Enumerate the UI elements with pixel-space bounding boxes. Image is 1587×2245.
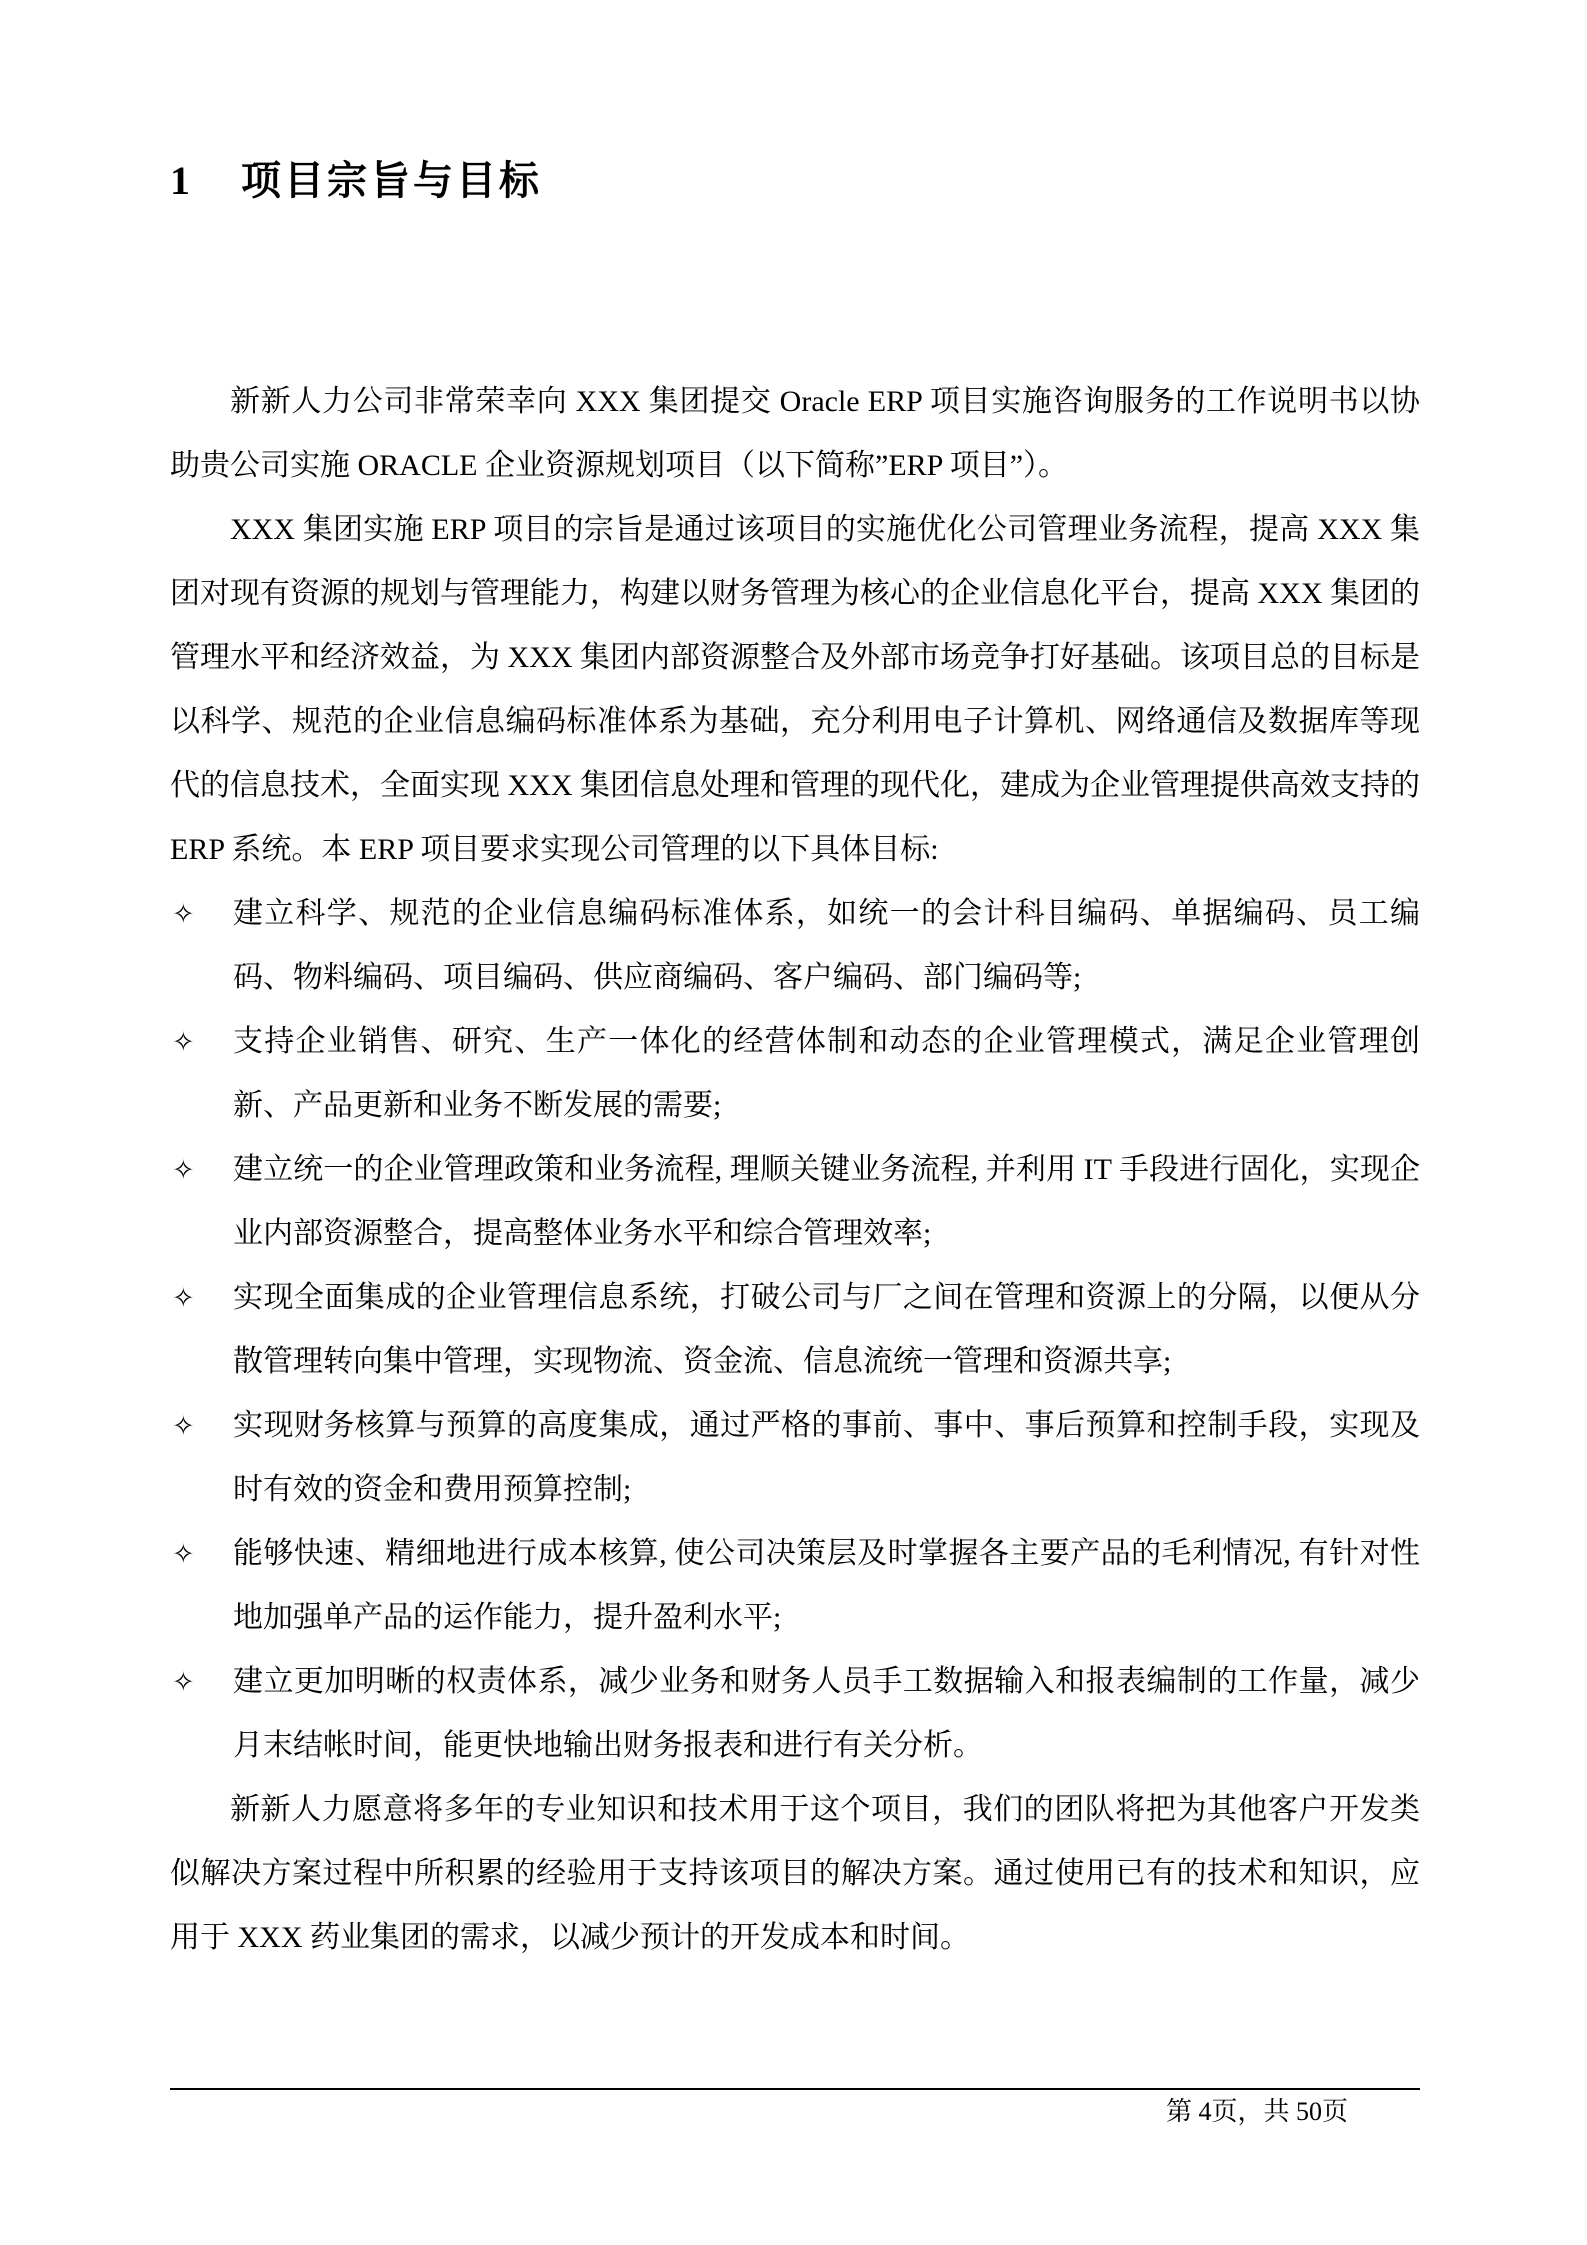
document-body — [170, 370, 1420, 1970]
bullet-text: 实现财务核算与预算的高度集成，通过严格的事前、事中、事后预算和控制手段，实现及时有效的资金和费用预算控制; — [233, 1409, 1420, 1506]
diamond-bullet-icon: ✧ — [172, 1027, 195, 1057]
section-title: 项目宗旨与目标 — [241, 158, 542, 203]
diamond-bullet-icon: ✧ — [172, 1667, 195, 1697]
section-number: 1 — [170, 158, 190, 203]
intro-paragraph-1: 新新人力公司非常荣幸向 XXX 集团提交 Oracle ERP 项目实施咨询服务的工作说明书以协助贵公司实施 ORACLE 企业资源规划项目（以下简称”ERP 项目”）。 — [170, 385, 1420, 482]
bullet-text: 支持企业销售、研究、生产一体化的经营体制和动态的企业管理模式，满足企业管理创新、产品更新和业务不断发展的需要; — [233, 1025, 1420, 1122]
bullet-text: 能够快速、精细地进行成本核算, 使公司决策层及时掌握各主要产品的毛利情况, 有针对性地加强单产品的运作能力，提升盈利水平; — [233, 1537, 1420, 1634]
bullet-item — [170, 1522, 1420, 1650]
bullet-item — [170, 1010, 1420, 1138]
bullet-item — [170, 882, 1420, 1010]
bullet-text: 建立科学、规范的企业信息编码标准体系，如统一的会计科目编码、单据编码、员工编码、物料编码、项目编码、供应商编码、客户编码、部门编码等; — [233, 897, 1420, 994]
diamond-bullet-icon: ✧ — [172, 1155, 195, 1185]
page-number: 第 4页，共 50页 — [1165, 2097, 1348, 2126]
diamond-bullet-icon: ✧ — [172, 1411, 195, 1441]
bullet-item — [170, 1650, 1420, 1778]
bullet-item — [170, 1266, 1420, 1394]
bullet-text: 建立统一的企业管理政策和业务流程, 理顺关键业务流程, 并利用 IT 手段进行固化，实现企业内部资源整合，提高整体业务水平和综合管理效率; — [233, 1153, 1420, 1250]
diamond-bullet-icon: ✧ — [172, 899, 195, 929]
bullet-text: 实现全面集成的企业管理信息系统，打破公司与厂之间在管理和资源上的分隔，以便从分散管理转向集中管理，实现物流、资金流、信息流统一管理和资源共享; — [233, 1281, 1420, 1378]
section-heading — [170, 160, 1420, 202]
bullet-text: 建立更加明晰的权责体系，减少业务和财务人员手工数据输入和报表编制的工作量，减少月末结帐时间，能更快地输出财务报表和进行有关分析。 — [233, 1665, 1420, 1762]
diamond-bullet-icon: ✧ — [172, 1283, 195, 1313]
closing-paragraph: 新新人力愿意将多年的专业知识和技术用于这个项目，我们的团队将把为其他客户开发类似解决方案过程中所积累的经验用于支持该项目的解决方案。通过使用已有的技术和知识，应用于 XXX 药业集团的需求，以减少预计的开发成本和时间。 — [170, 1793, 1420, 1954]
bullet-item — [170, 1138, 1420, 1266]
diamond-bullet-icon: ✧ — [172, 1539, 195, 1569]
intro-paragraph-2: XXX 集团实施 ERP 项目的宗旨是通过该项目的实施优化公司管理业务流程，提高 XXX 集团对现有资源的规划与管理能力，构建以财务管理为核心的企业信息化平台，提高 XXX 集团的管理水平和经济效益，为 XXX 集团内部资源整合及外部市场竞争打好基础。该项目总的目标是以科学、规范的企业信息编码标准体系为基础，充分利用电子计算机、网络通信及数据库等现代的信息技术，全面实现 XXX 集团信息处理和管理的现代化，建成为企业管理提供高效支持的 ERP 系统。本 ERP 项目要求实现公司管理的以下具体目标: — [170, 513, 1420, 866]
page-footer — [170, 2088, 1420, 2134]
bullet-item — [170, 1394, 1420, 1522]
